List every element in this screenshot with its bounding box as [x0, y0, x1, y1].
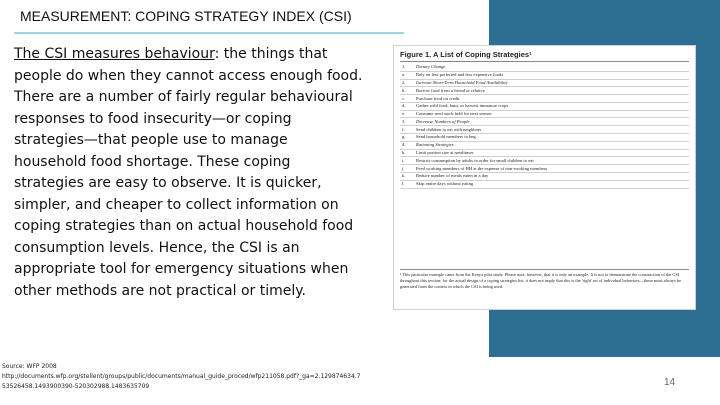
- table-row: [400, 126, 689, 134]
- table-row: [400, 64, 689, 71]
- table-row: [400, 165, 689, 173]
- source-line: Source: WFP 2008: [2, 363, 57, 370]
- strategy-item: Limit portion size at mealtimes: [414, 149, 689, 157]
- strategy-item: Reduce number of meals eaten in a day: [414, 172, 689, 180]
- strategy-item: Purchase food on credit: [414, 95, 689, 103]
- table-row: [400, 149, 689, 157]
- source-url-line: 53526458.1493900390-520302988.1483635709: [2, 383, 150, 390]
- strategy-item: Consume seed stock held for next season: [414, 110, 689, 118]
- row-number: e.: [400, 110, 414, 118]
- table-row: [400, 157, 689, 165]
- strategy-item: Borrow food from a friend or relative: [414, 87, 689, 95]
- row-number: f.: [400, 126, 414, 134]
- slide-title: MEASUREMENT: COPING STRATEGY INDEX (CSI): [20, 8, 352, 24]
- table-row: [400, 180, 689, 188]
- strategy-item: Rely on less preferred and less expensive foods: [414, 71, 689, 79]
- section-heading: Dietary Change: [414, 64, 689, 71]
- page-number: 14: [664, 377, 676, 388]
- table-row: [400, 87, 689, 95]
- row-number: i.: [400, 157, 414, 165]
- table-row: [400, 141, 689, 149]
- title-underline: [14, 32, 404, 34]
- row-number: a.: [400, 71, 414, 79]
- body-paragraph: [14, 44, 364, 302]
- row-number: 2.: [400, 79, 414, 87]
- row-number: k.: [400, 172, 414, 180]
- row-number: j.: [400, 165, 414, 173]
- source-citation: [2, 362, 462, 392]
- table-row: [400, 134, 689, 142]
- strategy-item: Send children to eat with neighbors: [414, 126, 689, 134]
- strategy-item: Send household members to beg: [414, 134, 689, 142]
- coping-strategies-figure: [393, 45, 696, 310]
- section-heading: Increase Short-Term Household Food Availability: [414, 79, 689, 87]
- row-number: b.: [400, 87, 414, 95]
- row-number: 4.: [400, 141, 414, 149]
- row-number: d.: [400, 102, 414, 110]
- table-row: [400, 118, 689, 126]
- figure-spacer: [400, 189, 689, 269]
- section-heading: Rationing Strategies: [414, 141, 689, 149]
- figure-footnote: ¹ This particular example came from the Kenya pilot study. Please note, however, that it is only an example. It is not to demonstrate the construction of the CSI throughout this section; for the actual design of a coping strategies list, it does not imply that this is the 'right' set of individual behaviors—these must always be generated from the context in which the CSI is being used.: [400, 269, 689, 291]
- row-number: g.: [400, 134, 414, 142]
- strategy-item: Skip entire days without eating: [414, 180, 689, 188]
- coping-strategies-table: [400, 64, 689, 189]
- strategy-item: Gather wild food, hunt, or harvest immature crops: [414, 102, 689, 110]
- row-number: 1.: [400, 64, 414, 71]
- strategy-item: Restrict consumption by adults in order for small children to eat: [414, 157, 689, 165]
- body-rest: : the things that people do when they cannot access enough food. There are a number of fairly regular behavioural responses to food insecurity—or coping strategies—that people use to manage household food shortage. These coping strategies are easy to observe. It is quicker, simpler, and cheaper to collect information on coping strategies than on actual household food consumption levels. Hence, the CSI is an appropriate tool for emergency situations when other methods are not practical or timely.: [14, 46, 363, 299]
- strategy-item: Feed working members of HH at the expense of non-working members: [414, 165, 689, 173]
- row-number: h.: [400, 149, 414, 157]
- body-lead: The CSI measures behaviour: [14, 46, 215, 62]
- section-heading: Decrease Numbers of People: [414, 118, 689, 126]
- table-row: [400, 110, 689, 118]
- table-row: [400, 95, 689, 103]
- row-number: 3.: [400, 118, 414, 126]
- row-number: c.: [400, 95, 414, 103]
- table-row: [400, 172, 689, 180]
- table-row: [400, 102, 689, 110]
- source-url-line: http://documents.wfp.org/stellent/groups/public/documents/manual_guide_proced/wfp211058.pdf?_ga=2.129874634.7: [2, 373, 361, 380]
- row-number: l.: [400, 180, 414, 188]
- table-row: [400, 71, 689, 79]
- figure-title: Figure 1. A List of Coping Strategies¹: [400, 50, 689, 62]
- table-row: [400, 79, 689, 87]
